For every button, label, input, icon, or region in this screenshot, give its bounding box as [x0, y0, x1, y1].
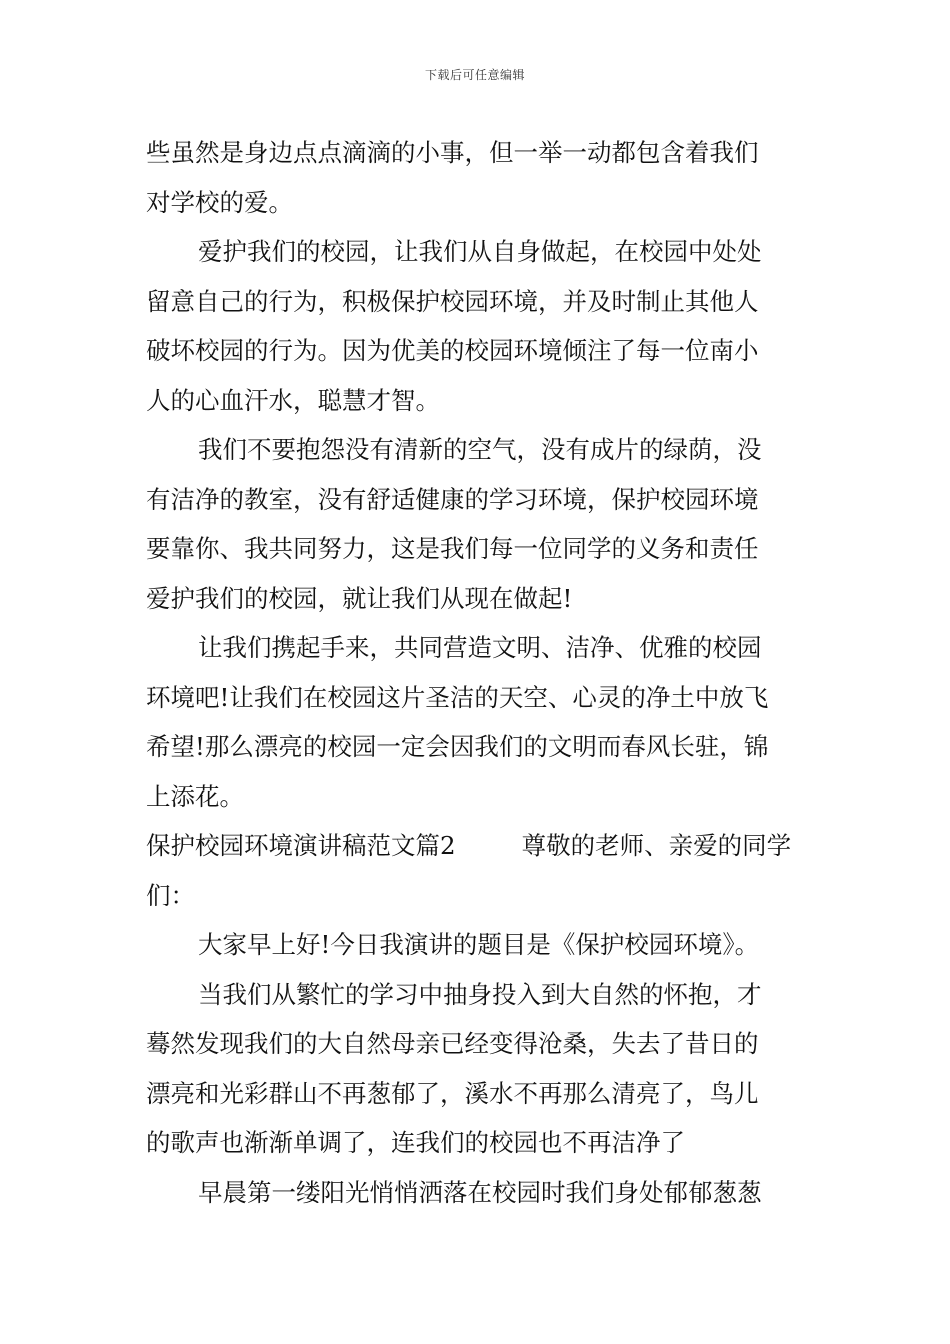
section-title-line — [146, 821, 810, 871]
text-line: 留意自己的行为，积极保护校园环境，并及时制止其他人 — [146, 286, 759, 316]
text-line: 蓦然发现我们的大自然母亲已经变得沧桑，失去了昔日的 — [146, 1029, 759, 1058]
text-line: 爱护我们的校园，就让我们从现在做起! — [146, 583, 573, 613]
paragraph-start-line: 爱护我们的校园，让我们从自身做起，在校园中处处 — [198, 237, 762, 266]
text-line: 破坏校园的行为。因为优美的校园环境倾注了每一位南小 — [146, 336, 759, 365]
document-body — [146, 128, 810, 1217]
page-header: 下载后可任意编辑 — [424, 68, 525, 82]
paragraph-start-line: 早晨第一缕阳光悄悄洒落在校园时我们身处郁郁葱葱 — [198, 1177, 762, 1207]
section-title: 保护校园环境演讲稿范文篇2 — [146, 831, 456, 860]
salutation: 尊敬的老师、亲爱的同学 — [521, 831, 792, 860]
text-line: 漂亮和光彩群山不再葱郁了，溪水不再那么清亮了，鸟儿 — [146, 1078, 759, 1108]
paragraph-start-line: 我们不要抱怨没有清新的空气，没有成片的绿荫，没 — [198, 435, 762, 464]
text-line: 人的心血汗水，聪慧才智。 — [146, 385, 440, 415]
text-line: 的歌声也渐渐单调了，连我们的校园也不再洁净了 — [146, 1128, 685, 1157]
text-line: 对学校的爱。 — [146, 187, 293, 217]
text-line: 有洁净的教室，没有舒适健康的学习环境，保护校园环境 — [146, 484, 759, 514]
paragraph-start-line: 让我们携起手来，共同营造文明、洁净、优雅的校园 — [198, 633, 762, 662]
text-line: 要靠你、我共同努力，这是我们每一位同学的义务和责任 — [146, 534, 759, 563]
text-line: 上添花。 — [146, 781, 244, 811]
paragraph-start-line: 大家早上好!今日我演讲的题目是《保护校园环境》。 — [198, 930, 760, 959]
text-line: 希望!那么漂亮的校园一定会因我们的文明而春风长驻，锦 — [146, 732, 769, 761]
text-line: 们： — [146, 880, 195, 910]
text-line: 环境吧!让我们在校园这片圣洁的天空、心灵的净土中放飞 — [146, 682, 769, 712]
paragraph-start-line: 当我们从繁忙的学习中抽身投入到大自然的怀抱，才 — [198, 979, 762, 1009]
text-line: 些虽然是身边点点滴滴的小事，但一举一动都包含着我们 — [146, 138, 759, 167]
